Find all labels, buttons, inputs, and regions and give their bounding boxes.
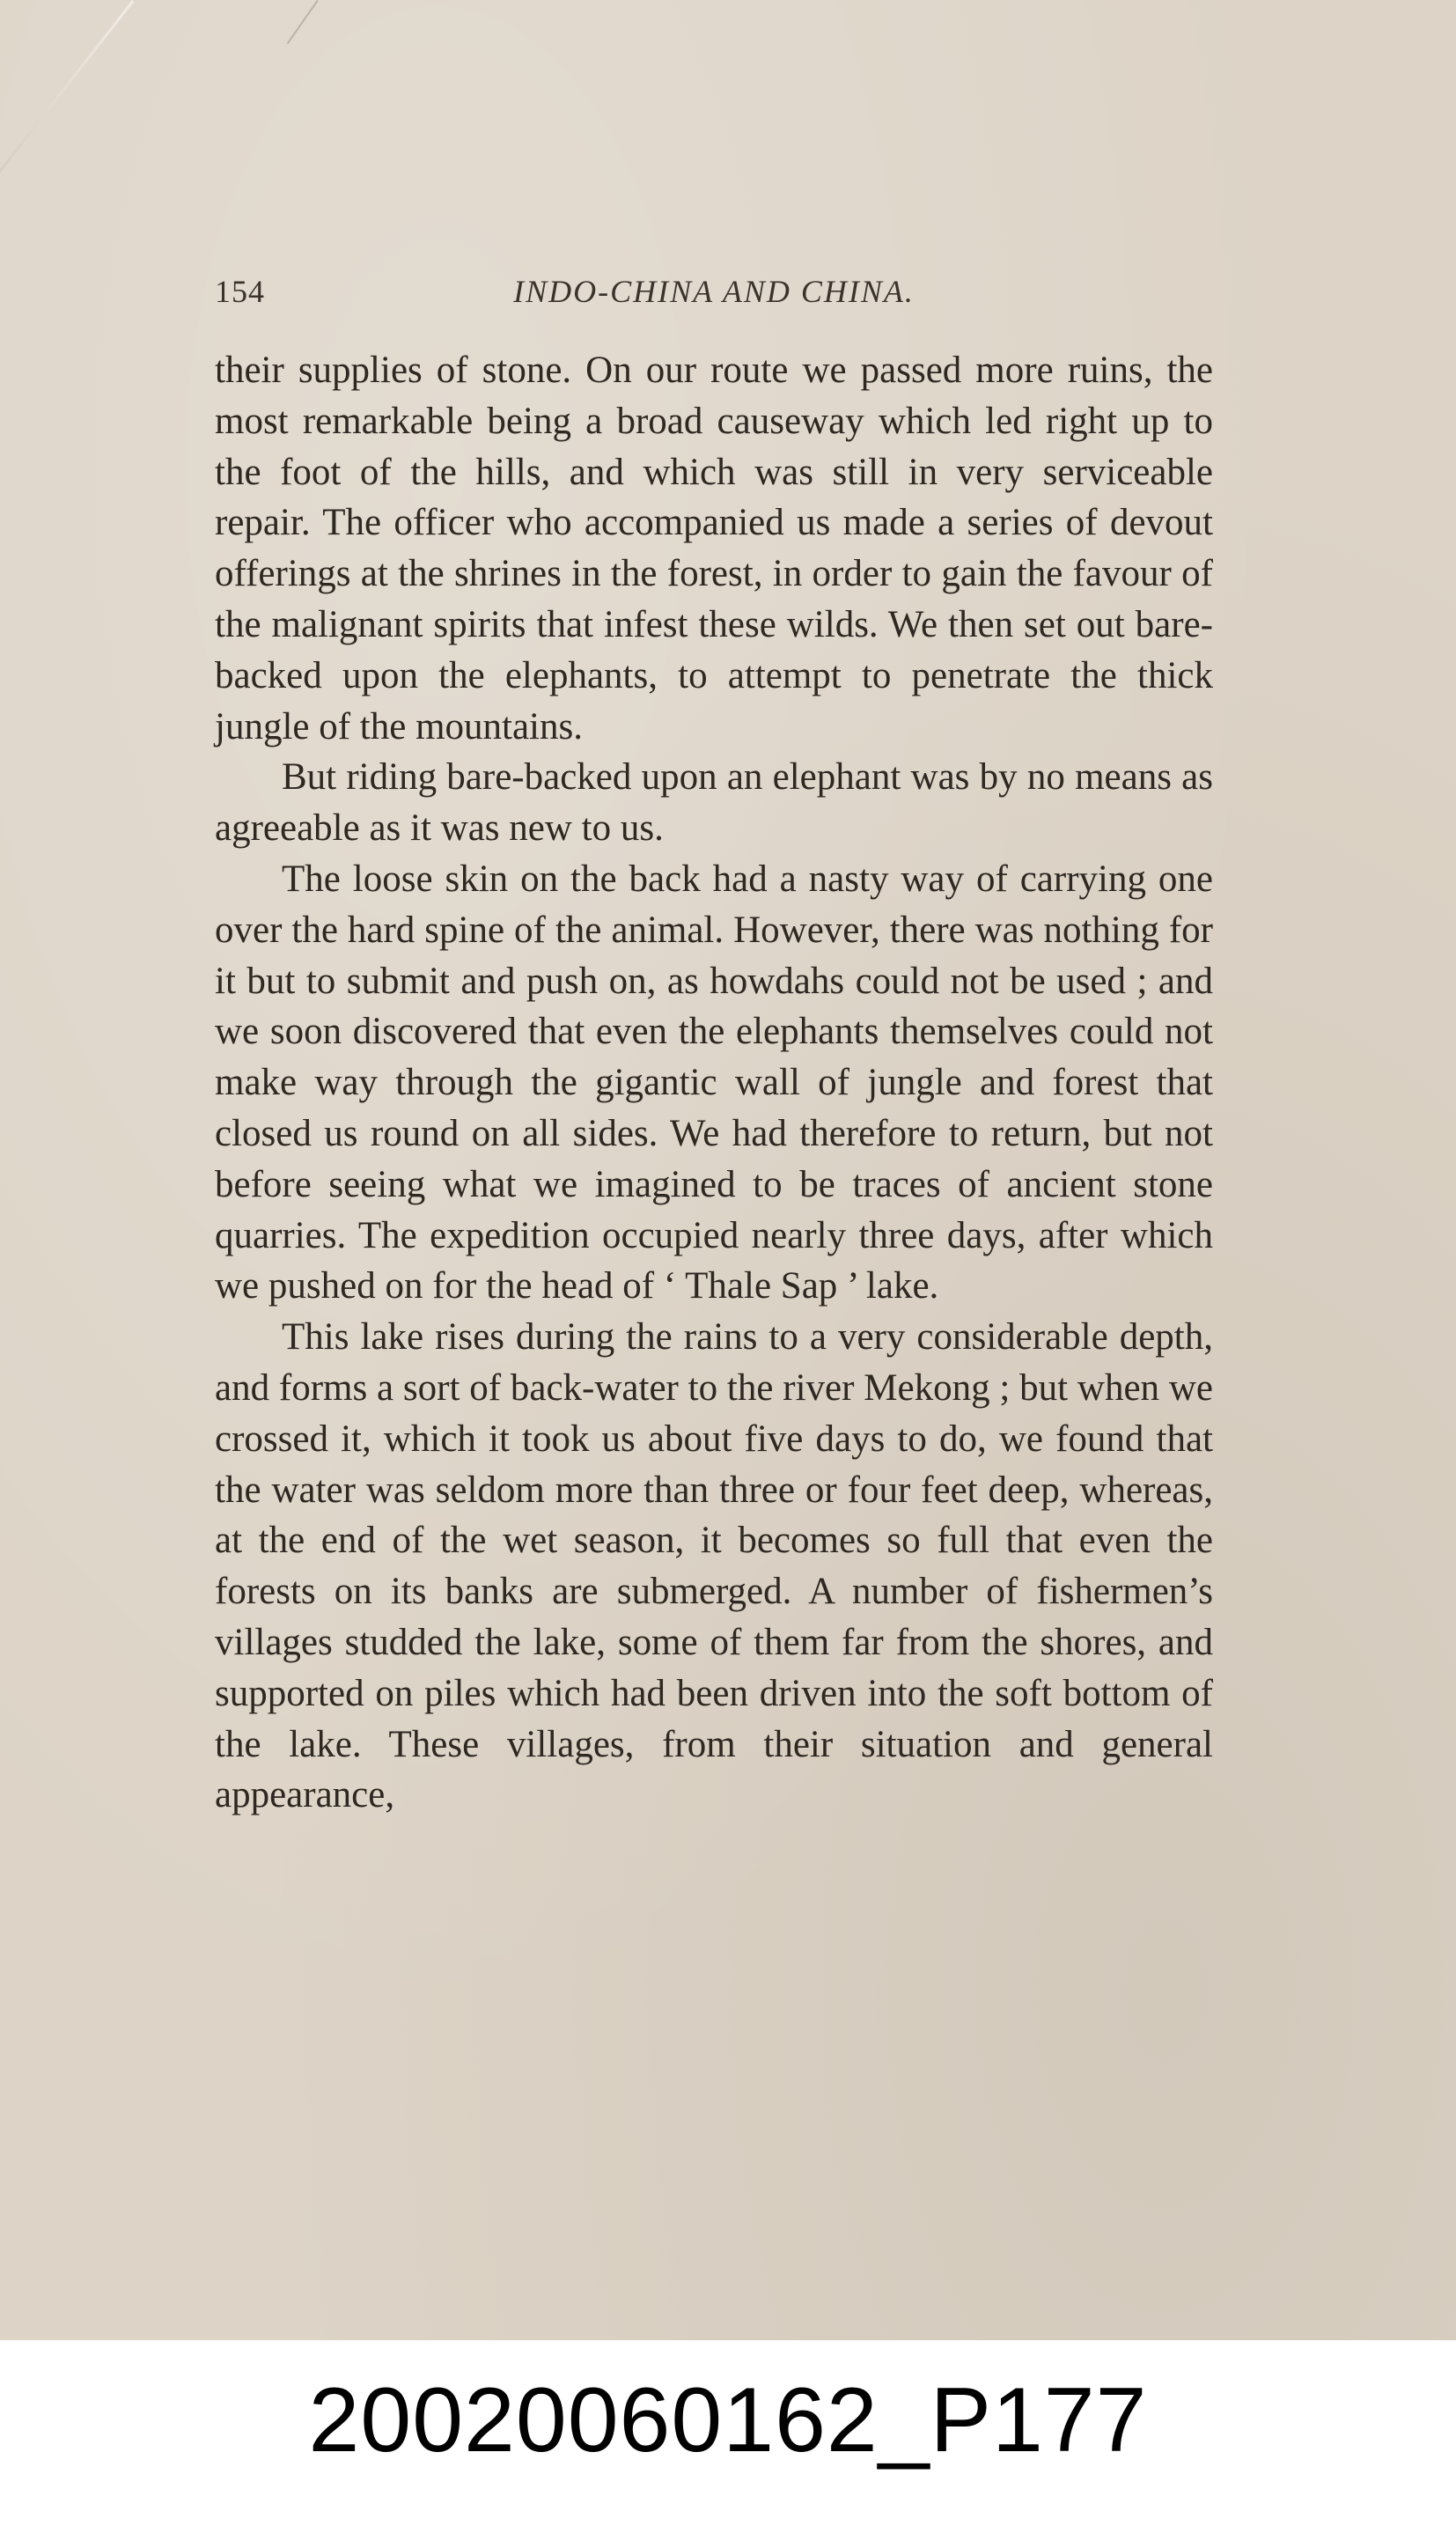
- paragraph: The loose skin on the back had a nasty way of carrying one over the hard spine of the animal. However, there was nothing for it but to submit and push on, as howdahs could not be used ; and we soon discovered that even the elephants themselves could not make way through the gigantic wall of jungle and forest that closed us round on all sides. We had therefore to return, but not before seeing what we imagined to be traces of ancient stone quarries. The expedition occupied nearly three days, after which we pushed on for the head of ‘ Thale Sap ’ lake.: [215, 858, 1213, 1307]
- paragraph: But riding bare-backed upon an elephant was by no means as agreeable as it was new to us.: [215, 756, 1213, 850]
- body-text: [215, 345, 1213, 1821]
- paragraph: their supplies of stone. On our route we passed more ruins, the most remarkable being a broad causeway which led right up to the foot of the hills, and which was still in very serviceable repair. The officer who accompanied us made a series of devout offerings at the shrines in the forest, in order to gain the favour of the malignant spirits that infest these wilds. We then set out bare-backed upon the elephants, to attempt to penetrate the thick jungle of the mountains.: [215, 350, 1213, 747]
- paper-scratch-mark: [287, 0, 319, 44]
- running-head: INDO-CHINA AND CHINA.: [513, 274, 915, 309]
- scan-identifier: 20020060162_P177: [308, 2369, 1148, 2471]
- page-header: [215, 273, 1213, 317]
- paper-crease-mark: [0, 0, 134, 210]
- paragraph: This lake rises during the rains to a very considerable depth, and forms a sort of back-water to the river Mekong ; but when we crossed it, which it took us about five days to do, we found that the water was seldom more than three or four feet deep, whereas, at the end of the wet season, it becomes so full that even the forests on its banks are submerged. A number of fishermen’s villages studded the lake, some of them far from the shores, and supported on piles which had been driven into the soft bottom of the lake. These villages, from their situation and general appearance,: [215, 1316, 1213, 1816]
- page-number: 154: [215, 274, 265, 309]
